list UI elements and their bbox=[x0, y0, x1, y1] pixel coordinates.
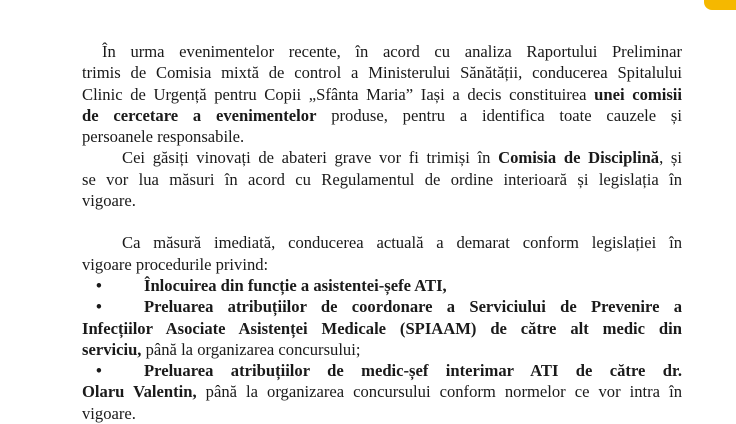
bold-text: Comisia de Disciplină bbox=[498, 148, 660, 168]
text-line: vigoare. bbox=[82, 403, 136, 423]
text-line: vigoare procedurile privind: bbox=[82, 254, 269, 274]
bullet-icon: • bbox=[96, 297, 102, 317]
text-line: În urma evenimentelor recente, în acord cu analiza Raportului Preliminar bbox=[102, 42, 682, 61]
text-line bbox=[82, 147, 682, 168]
bold-text: Preluarea atribuțiilor de medic-șef interimar ATI de către dr. bbox=[144, 361, 682, 381]
text-line: Ca măsură imediată, conducerea actuală a demarat conform legislației în bbox=[122, 233, 682, 253]
text-line bbox=[82, 381, 682, 402]
bold-text: unei comisii bbox=[594, 84, 682, 104]
paragraph-discipline bbox=[82, 147, 682, 211]
orange-corner-tab bbox=[704, 0, 736, 10]
bold-text: de cercetare a evenimentelor bbox=[82, 105, 317, 125]
bullet-icon: • bbox=[96, 361, 102, 381]
text-line: trimis de Comisia mixtă de control a Ministerului Sănătății, conducerea Spitalului bbox=[82, 63, 682, 83]
paragraph-gap bbox=[82, 211, 682, 232]
list-item bbox=[82, 275, 682, 296]
text-line: se vor lua măsuri în acord cu Regulamentul de ordine interioară și legislația în bbox=[82, 169, 682, 189]
text-line bbox=[82, 318, 682, 339]
text-line: persoanele responsabile. bbox=[82, 127, 245, 147]
bold-text: Înlocuirea din funcție a asistentei-șefe ATI, bbox=[144, 275, 447, 295]
text-line bbox=[82, 84, 682, 105]
text-span: până la organizarea concursului; bbox=[141, 339, 361, 359]
text-line bbox=[82, 339, 682, 360]
paragraph-commission bbox=[82, 0, 682, 147]
text-span: Clinic de Urgență pentru Copii „Sfânta Maria” Iași a decis constituirea bbox=[82, 84, 595, 104]
text-span: produse, pentru a identifica toate cauzele și bbox=[316, 105, 682, 125]
bullet-icon: • bbox=[96, 275, 102, 295]
bold-text: Olaru Valentin, bbox=[82, 382, 197, 402]
text-line: vigoare. bbox=[82, 191, 136, 211]
bold-text: Infecțiilor Asociate Asistenței Medicale (SPIAAM) de către alt medic din bbox=[82, 318, 682, 338]
bold-text: serviciu, bbox=[82, 339, 142, 359]
bold-text: Preluarea atribuțiilor de coordonare a Serviciului de Prevenire a bbox=[144, 297, 682, 317]
text-span: Cei găsiți vinovați de abateri grave vor fi trimiși în bbox=[122, 148, 499, 168]
list-item bbox=[82, 360, 682, 381]
document-body bbox=[82, 0, 682, 424]
paragraph-measures bbox=[82, 232, 682, 275]
bullet-list bbox=[82, 275, 682, 424]
list-item bbox=[82, 296, 682, 317]
text-line bbox=[82, 105, 682, 126]
text-span: , și bbox=[659, 148, 682, 168]
text-span: până la organizarea concursului conform normelor ce vor intra în bbox=[196, 382, 682, 402]
